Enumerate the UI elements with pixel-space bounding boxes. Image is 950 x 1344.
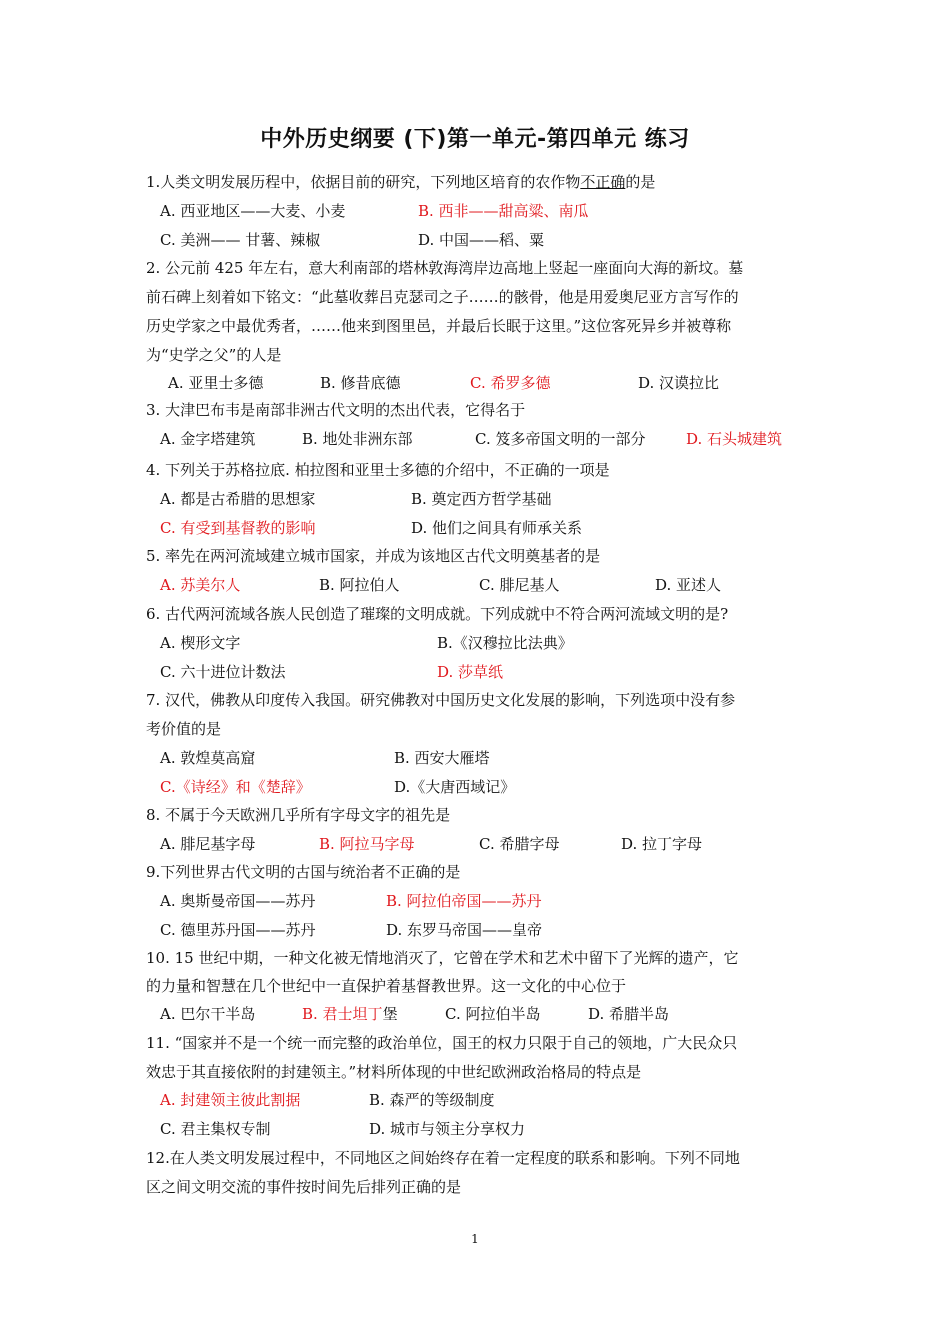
- q7-option-c-answer: C.《诗经》和《楚辞》: [160, 778, 311, 796]
- q11-option-a-answer: A. 封建领主彼此割据: [160, 1091, 301, 1109]
- q10-option-b-tail: 堡: [382, 1005, 398, 1023]
- q8-option-c: C. 希腊字母: [479, 835, 560, 853]
- q3-option-d-answer: D. 石头城建筑: [686, 430, 783, 448]
- q3-option-c: C. 笈多帝国文明的一部分: [475, 430, 646, 448]
- q3-option-b: B. 地处非洲东部: [302, 430, 413, 448]
- q6-option-c: C. 六十进位计数法: [160, 663, 286, 681]
- q9-stem: 9.下列世界古代文明的古国与统治者不正确的是: [146, 863, 461, 881]
- q12-stem-line-1: 12.在人类文明发展过程中，不同地区之间始终存在着一定程度的联系和影响。下列不同地: [146, 1149, 740, 1167]
- q7-option-d: D.《大唐西域记》: [394, 778, 516, 796]
- q2-stem-line-3: 历史学家之中最优秀者，……他来到图里邑，并最后长眠于这里。”这位客死异乡并被尊称: [146, 317, 732, 335]
- q4-stem: 4. 下列关于苏格拉底. 柏拉图和亚里士多德的介绍中，不正确的一项是: [146, 461, 610, 479]
- q9-option-c: C. 德里苏丹国——苏丹: [160, 921, 316, 939]
- q3-stem: 3. 大津巴布韦是南部非洲古代文明的杰出代表，它得名于: [146, 401, 526, 419]
- q5-option-a-answer: A. 苏美尔人: [160, 576, 241, 594]
- q2-stem-line-1: 2. 公元前 425 年左右，意大利南部的塔林敦海湾岸边高地上竖起一座面向大海的新坟。墓: [146, 259, 744, 277]
- q11-stem-line-1: 11. “国家并不是一个统一而完整的政治单位，国王的权力只限于自己的领地，广大民众只: [146, 1034, 738, 1052]
- q12-stem-line-2: 区之间文明交流的事件按时间先后排列正确的是: [146, 1178, 462, 1196]
- q1-option-d: D. 中国——稻、粟: [418, 231, 545, 249]
- q5-stem: 5. 率先在两河流域建立城市国家，并成为该地区古代文明奠基者的是: [146, 547, 601, 565]
- q10-option-a: A. 巴尔干半岛: [160, 1005, 256, 1023]
- q7-option-a: A. 敦煌莫高窟: [160, 749, 256, 767]
- q2-stem-line-4: 为“史学之父”的人是: [146, 346, 282, 364]
- q8-option-b-answer: B. 阿拉马字母: [319, 835, 415, 853]
- q2-option-a: A. 亚里士多德: [168, 374, 264, 392]
- q4-option-c-answer: C. 有受到基督教的影响: [160, 519, 316, 537]
- q11-option-c: C. 君主集权专制: [160, 1120, 271, 1138]
- q8-option-a: A. 腓尼基字母: [160, 835, 256, 853]
- q10-stem-line-1: 10. 15 世纪中期，一种文化被无情地消灭了，它曾在学术和艺术中留下了光辉的遗产，它: [146, 949, 739, 967]
- q11-stem-line-2: 效忠于其直接依附的封建领主。”材料所体现的中世纪欧洲政治格局的特点是: [146, 1063, 642, 1081]
- page-number: 1: [471, 1232, 479, 1246]
- q7-stem-line-1: 7. 汉代，佛教从印度传入我国。研究佛教对中国历史文化发展的影响，下列选项中没有参: [146, 691, 736, 709]
- q10-option-c: C. 阿拉伯半岛: [445, 1005, 541, 1023]
- q1-option-c: C. 美洲—— 甘薯、辣椒: [160, 231, 321, 249]
- q1-stem-part-b: 的是: [625, 173, 656, 191]
- q9-option-b-answer: B. 阿拉伯帝国——苏丹: [386, 892, 542, 910]
- q5-option-d: D. 亚述人: [655, 576, 722, 594]
- q11-option-d: D. 城市与领主分享权力: [369, 1120, 526, 1138]
- document-title: 中外历史纲要 (下)第一单元-第四单元 练习: [260, 127, 690, 152]
- q8-stem: 8. 不属于今天欧洲几乎所有字母文字的祖先是: [146, 806, 451, 824]
- q2-option-c-answer: C. 希罗多德: [470, 374, 551, 392]
- q4-option-a: A. 都是古希腊的思想家: [160, 490, 316, 508]
- question-1-stem: [146, 172, 655, 192]
- q6-option-b: B.《汉穆拉比法典》: [437, 634, 573, 652]
- q10-option-b-answer: [302, 1004, 398, 1024]
- q4-option-b: B. 奠定西方哲学基础: [411, 490, 552, 508]
- q2-option-b: B. 修昔底德: [320, 374, 401, 392]
- q1-stem-underlined: 不正确: [580, 173, 626, 191]
- q6-option-d-answer: D. 莎草纸: [437, 663, 504, 681]
- q3-option-a: A. 金字塔建筑: [160, 430, 256, 448]
- q9-option-d: D. 东罗马帝国——皇帝: [386, 921, 543, 939]
- q10-option-b-red-part: B. 君士坦丁: [302, 1005, 383, 1023]
- q8-option-d: D. 拉丁字母: [621, 835, 703, 853]
- q7-option-b: B. 西安大雁塔: [394, 749, 490, 767]
- q6-option-a: A. 楔形文字: [160, 634, 241, 652]
- q10-stem-line-2: 的力量和智慧在几个世纪中一直保护着基督教世界。这一文化的中心位于: [146, 977, 627, 995]
- q1-option-a: A. 西亚地区——大麦、小麦: [160, 202, 346, 220]
- q5-option-c: C. 腓尼基人: [479, 576, 560, 594]
- q9-option-a: A. 奥斯曼帝国——苏丹: [160, 892, 316, 910]
- q11-option-b: B. 森严的等级制度: [369, 1091, 495, 1109]
- q6-stem: 6. 古代两河流域各族人民创造了璀璨的文明成就。下列成就中不符合两河流域文明的是?: [146, 605, 729, 623]
- q2-stem-line-2: 前石碑上刻着如下铭文：“此墓收葬吕克瑟司之子……的骸骨，他是用爱奥尼亚方言写作的: [146, 288, 739, 306]
- q1-option-b-answer: B. 西非——甜高粱、南瓜: [418, 202, 589, 220]
- q5-option-b: B. 阿拉伯人: [319, 576, 400, 594]
- q1-stem-part-a: 1.人类文明发展历程中，依据目前的研究，下列地区培育的农作物: [146, 173, 581, 191]
- q2-option-d: D. 汉谟拉比: [638, 374, 720, 392]
- q10-option-d: D. 希腊半岛: [588, 1005, 670, 1023]
- q7-stem-line-2: 考价值的是: [146, 720, 222, 738]
- q4-option-d: D. 他们之间具有师承关系: [411, 519, 583, 537]
